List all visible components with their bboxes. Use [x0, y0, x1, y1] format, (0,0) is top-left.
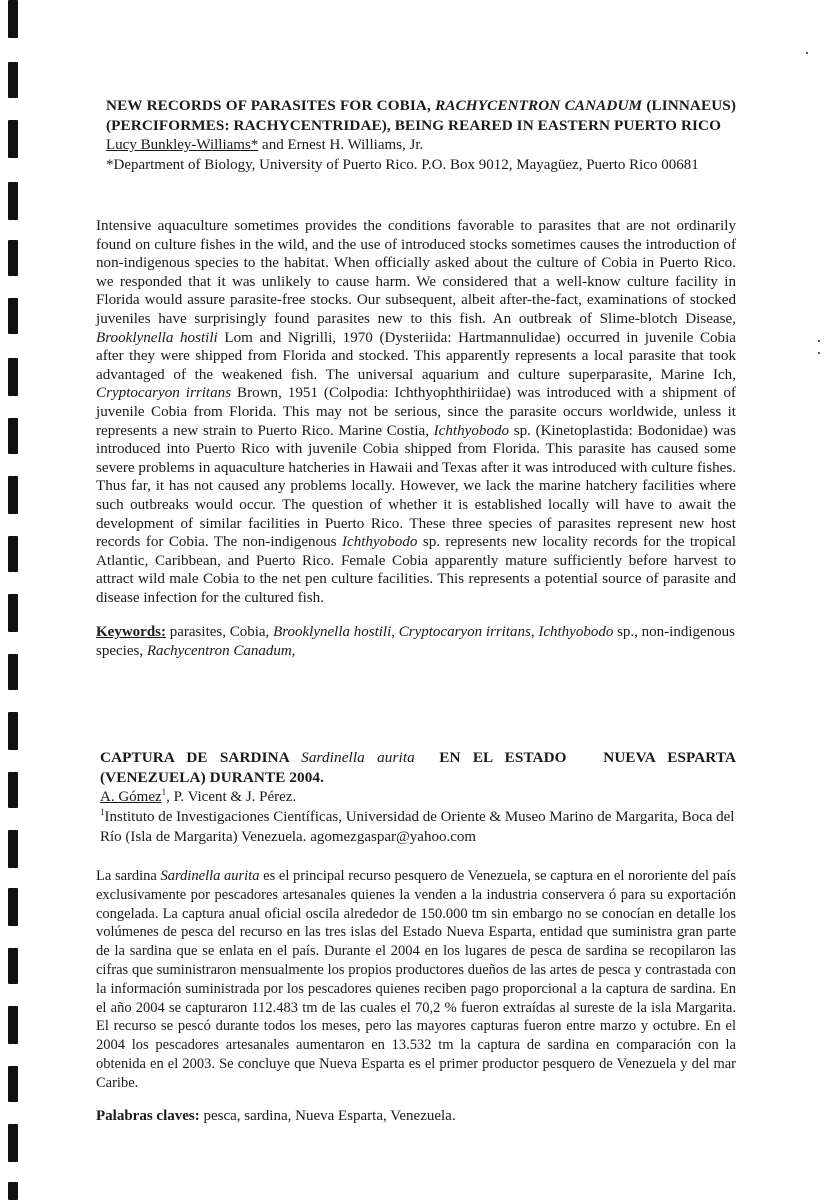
binding-mark — [8, 240, 18, 276]
keywords-label: Keywords: — [96, 624, 166, 641]
keywords-label: Palabras claves: — [96, 1107, 200, 1124]
binding-mark — [8, 182, 18, 220]
keyword-species: Brooklynella hostili — [273, 624, 392, 641]
abstract-sardina — [96, 748, 740, 1126]
binding-mark — [8, 1124, 18, 1162]
title-text: (LINNAEUS) (PERCIFORMES: RACHYCENTRIDAE), BEING REARED IN EASTERN PUERTO RICO — [106, 97, 736, 134]
binding-mark — [8, 948, 18, 984]
body-text: sp. (Kinetoplastida: Bodonidae) was introduced into Puerto Rico with juvenile Cobia shipped from Florida. This parasite has caused some severe problems in aquaculture hatcheries in Hawaii and Texas after it was introduced with culture fishes. Thus far, it has not caused any problems locally. However, we lack the marine hatchery facilities where such outbreaks would occur. The question of whether it is established locally will have to await the development of similar facilities in Puerto Rico. These three species of parasites represent new host records for Cobia. The non-indigenous — [96, 422, 736, 551]
keywords — [96, 623, 736, 661]
keyword-species: Ichthyobodo — [538, 624, 614, 641]
author-name: Lucy Bunkley-Williams* — [106, 137, 259, 153]
keywords — [96, 1107, 736, 1126]
body-text: Brown, 1951 (Colpodia: Ichthyophthiriidae) was introduced with a shipment of juvenile Cobia from Florida. This may not be serious, since the parasite occurs worldwide, unless it represents a new strain to Puerto Rico. Marine Costia, — [96, 385, 736, 439]
binding-mark — [8, 1006, 18, 1044]
keyword-species: Cryptocaryon irritans — [398, 624, 531, 641]
body-text: sp. represents new locality records for the tropical Atlantic, Caribbean, and Puerto Rico. Female Cobia apparently mature sufficiently before harvest to attract wild male Cobia to the net pen culture facilities. This represents a potential source of parasite and disease infection for the cultured fish. — [96, 534, 736, 606]
keyword-text: , — [530, 624, 539, 641]
binding-mark — [8, 120, 18, 158]
title-species: RACHYCENTRON CANADUM — [435, 97, 643, 114]
affiliation — [100, 807, 736, 847]
author-line — [100, 788, 736, 807]
binding-mark — [8, 712, 18, 750]
title-text: CAPTURA DE SARDINA — [100, 749, 302, 766]
affiliation-text: Instituto de Investigaciones Científicas, Universidad de Oriente & Museo Marino de Margarita, Boca del Río (Isla de Margarita) Venezuela. agomezgaspar@yahoo.com — [100, 809, 735, 845]
species-name: Sardinella aurita — [160, 868, 260, 884]
binding-mark — [8, 654, 18, 690]
species-name: Brooklynella hostili — [96, 329, 218, 346]
abstract-cobia — [96, 96, 736, 661]
binding-mark — [8, 888, 18, 926]
binding-mark — [8, 1066, 18, 1102]
author-names: , P. Vicent & J. Pérez. — [166, 789, 297, 805]
scan-speck — [806, 52, 808, 54]
binding-mark — [8, 536, 18, 572]
abstract-title — [106, 96, 736, 136]
title-text: NEW RECORDS OF PARASITES FOR COBIA, — [106, 97, 436, 114]
binding-mark — [8, 772, 18, 808]
binding-mark — [8, 418, 18, 454]
binding-mark — [8, 830, 18, 868]
title-species: Sardinella aurita — [301, 749, 415, 766]
binding-mark — [8, 62, 18, 98]
abstract-body — [96, 867, 736, 1093]
binding-mark — [8, 358, 18, 396]
scan-speck — [818, 340, 820, 342]
author-superscript: 1 — [161, 787, 167, 797]
abstract-body — [96, 217, 736, 607]
keyword-text: , — [391, 624, 399, 641]
binding-mark — [8, 476, 18, 514]
body-text: es el principal recurso pesquero de Venezuela, se captura en el nororiente del país exclusivamente por pescadores artesanales quienes la venden a la industria conservera ó para su exportación congelada. La captura anual oficial oscila alrededor de 150.000 tm sin embargo no se conocían en detalle los volúmenes de pesca del recurso en las tres islas del Estado Nueva Esparta, entidad que suministra gran parte de la sardina que se enlata en el país. Durante el 2004 en los lugares de pesca de sardina se recopilaron las cifras que suministraron mensualmente los propios productores dueños de las artes de pesca y contrastada con la información suministrada por los pescadores quienes reciben pago proporcional a la captura de sardina. En el año 2004 se capturaron 112.483 tm de las cuales el 70,2 % fueron extraídas al sureste de la isla Margarita. El recurso se pescó durante todos los meses, pero las mayores capturas fueron entre marzo y octubre. En el 2004 los pescadores artesanales aumentaron en 13.532 tm la captura de sardina en comparación con la obtenida en el 2003. Se concluye que Nueva Esparta es el primer productor pesquero de Venezuela y del mar Caribe. — [96, 868, 737, 1091]
affiliation-superscript: 1 — [100, 807, 105, 817]
body-text: Lom and Nigrilli, 1970 (Dysteriida: Hartmannulidae) occurred in juvenile Cobia after they were shipped from Florida and stocked. This apparently represents a local parasite that took advantaged of the weakened fish. The universal aquarium and culture superparasite, Marine Ich, — [96, 329, 736, 383]
keyword-text: parasites, Cobia, — [166, 624, 274, 641]
species-name: Ichthyobodo — [341, 534, 418, 551]
title-text: EN EL ESTADO NUEVA ESPARTA (VENEZUELA) DURANTE 2004. — [100, 749, 740, 786]
keyword-text: pesca, sardina, Nueva Esparta, Venezuela. — [199, 1107, 456, 1124]
affiliation: *Department of Biology, University of Puerto Rico. P.O. Box 9012, Mayagüez, Puerto Rico 00681 — [106, 157, 699, 173]
binding-mark — [8, 1182, 18, 1200]
binding-mark — [8, 0, 18, 38]
scan-speck — [818, 352, 820, 354]
author-name: A. Gómez — [100, 789, 162, 805]
keyword-species: Rachycentron Canadum — [146, 643, 292, 660]
author-line — [106, 136, 736, 155]
species-name: Cryptocaryon irritans — [96, 385, 232, 402]
author-names: and Ernest H. Williams, Jr. — [258, 137, 424, 153]
species-name: Ichthyobodo — [433, 422, 510, 439]
abstract-title — [100, 748, 740, 788]
keyword-text: sp., non-indigenous species, — [96, 624, 735, 660]
body-text: Intensive aquaculture sometimes provides the conditions favorable to parasites that are not ordinarily found on culture fishes in the wild, and the use of introduced stocks sometimes causes the introduction of non-indigenous species to the habitat. When officially asked about the culture of Cobia in Puerto Rico. we responded that it was unlikely to cause harm. We considered that a well-know culture facility in Florida would assure parasite-free stocks. Our subsequent, albeit after-the-fact, examinations of stocked juveniles have surprisingly found parasites new to this fish. An outbreak of Slime-blotch Disease, — [96, 218, 736, 327]
keyword-text: , — [291, 643, 296, 660]
binding-mark — [8, 298, 18, 334]
body-text: La sardina — [96, 868, 161, 884]
binding-mark — [8, 594, 18, 632]
